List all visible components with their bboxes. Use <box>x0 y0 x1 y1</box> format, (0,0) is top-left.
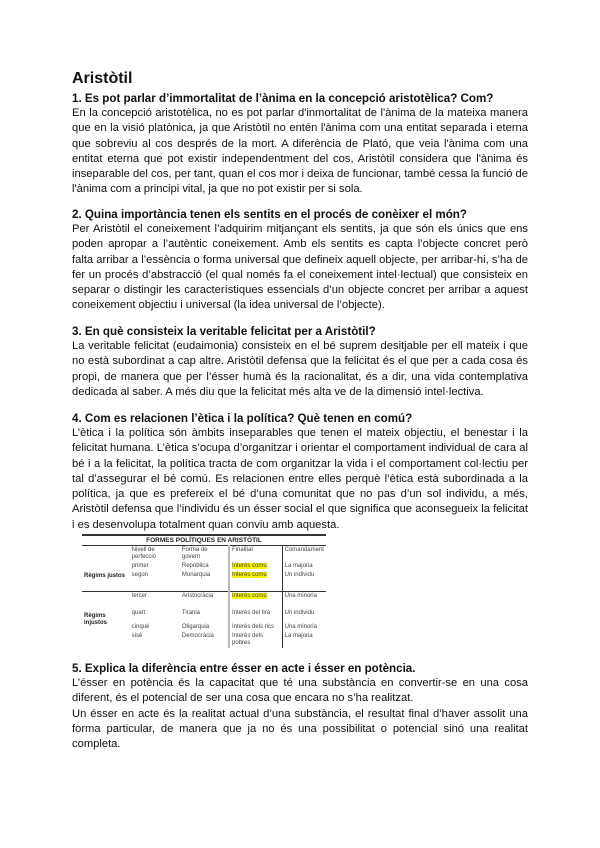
cell: Un individu <box>282 571 326 591</box>
answer-paragraph: L’ésser en potència és la capacitat que té una substància en convertir-se en una cosa diferent, és el potencial de ser una cosa que encara no s’ha realitzat. <box>72 677 528 705</box>
cell: sisè <box>131 633 143 639</box>
highlighted-cell: Interès comú <box>232 563 267 569</box>
cell: Una minoria <box>282 591 326 609</box>
highlighted-cell: Interès comú <box>232 592 267 599</box>
question-heading: 2. Quina importància tenen els sentits en el procés de conèixer el món? <box>72 208 467 221</box>
answer-paragraph: Un ésser en acte és la realitat actual d’una substància, el resultat final d’haver assolit una forma particular, de manera que ja no és una possibilitat o potencial sinó una realitat completa. <box>72 707 528 751</box>
cell: primer <box>131 563 149 569</box>
cell: Interès del tirà <box>229 609 282 623</box>
group-label: Règims injustos <box>82 591 130 648</box>
cell: Monarquia <box>181 572 211 578</box>
cell: segon <box>131 572 149 578</box>
answer-paragraph: Per Aristòtil el coneixement l’adquirim mitjançant els sentits, ja que són els únics que ens poden apropar a l’autèntic coneixement. Amb els sentits es capta l’objecte concret però falta arribar a l’essència o forma universal que defineix aquell objecte, per arribar-hi, s’ha de fer un procés d’abstracció (el qual només fa el coneixement intel·lectual) que consisteix en separar o distingir les característiques essencials d’un objecte concret per arribar a aquest coneixement objectiu i universal (la idea universal de l’objecte). <box>72 223 528 312</box>
cell: La majoria <box>282 632 326 648</box>
cell: Interès dels rics <box>229 623 282 632</box>
section-1 <box>72 91 528 198</box>
cell: Oligarquia <box>181 624 210 630</box>
table-header-row <box>82 546 326 563</box>
question-heading: 4. Com es relacionen l’ètica i la política? Què tenen en comú? <box>72 412 413 425</box>
answer-paragraph: En la concepció aristotèlica, no es pot parlar d'inmortalitat de l'ànima de la mateixa manera que en la visió platònica, ja que Aristòtil no entén l'ànima com una entitat separada i eterna que sobreviu al cos després de la mort. A diferència de Plató, que veia l'ànima com una entitat eterna que pot existir independentment del cos, Aristòtil considera que l'ànima és inseparable del cos, per tant, quan el cos mor i deixa de funcionar, també cessa la funció de l'ànima com a principi vital, ja que no pot existir per si sola. <box>72 107 528 196</box>
cell: Interès dels pobres <box>229 632 282 648</box>
section-2 <box>72 207 528 314</box>
header-cell: Finalitat <box>229 546 282 563</box>
cell: quart <box>131 610 146 616</box>
cell: Un individu <box>282 609 326 623</box>
cell: Aristocràcia <box>180 591 229 609</box>
question-heading: 5. Explica la diferència entre ésser en acte i ésser en potència. <box>72 662 416 675</box>
cell: Democràcia <box>181 633 214 639</box>
political-forms-table <box>82 534 326 648</box>
answer-paragraph: La veritable felicitat (eudaimonia) consisteix en el bé suprem desitjable per ell mateix i que no està subordinat a cap altre. Aristòtil defensa que la felicitat és el que per a cada cosa és propi, de manera que per l’ésser humà és la racionalitat, és a dir, una vida contemplativa dedicada al saber. A més diu que la felicitat més alta ve de la dimensió intel·lectiva. <box>72 340 528 398</box>
document-title: Aristòtil <box>72 70 133 87</box>
table-row <box>82 562 326 571</box>
cell: Tirania <box>181 610 200 616</box>
section-3 <box>72 324 528 400</box>
question-heading: 3. En què consisteix la veritable felicitat per a Aristòtil? <box>72 325 376 338</box>
section-4 <box>72 411 528 533</box>
cell: Una minoria <box>282 623 326 632</box>
cell: cinquè <box>131 624 150 630</box>
section-5 <box>72 661 528 752</box>
table-row <box>82 591 326 609</box>
question-heading: 1. Es pot parlar d’immortalitat de l’ànima en la concepció aristotèlica? Com? <box>72 92 494 105</box>
cell: República <box>181 563 209 569</box>
header-cell: Nivell de perfecció <box>131 547 157 560</box>
header-cell: Comandament <box>282 546 326 563</box>
answer-paragraph: L’ètica i la política són àmbits inseparables que tenen el mateix objectiu, el benestar i la felicitat humana. L’ètica s’ocupa d’organitzar i orientar el comportament individual de cara al bé i a la felicitat, la política tracta de com organitzar la vida i el comportament col·lectiu per tal d’assegurar el bé comú. Es relacionen entre elles perquè l’ètica està subordinada a la política, ja que es prefereix el bé d’una comunitat que no pas d’un sol individu, a més, Aristòtil defensa que l’individu és un ésser social el que significa que aconsegueix la felicitat i es desenvolupa totalment quan conviu amb aquesta. <box>72 427 528 531</box>
group-label: Règims justos <box>84 572 126 579</box>
highlighted-cell: Interès comú <box>232 572 267 578</box>
cell: tercer <box>130 591 180 609</box>
cell: La majoria <box>282 562 326 571</box>
table-caption: FORMES POLÍTIQUES EN ARISTÒTIL <box>82 535 326 546</box>
header-cell: Forma de govern <box>181 547 208 560</box>
